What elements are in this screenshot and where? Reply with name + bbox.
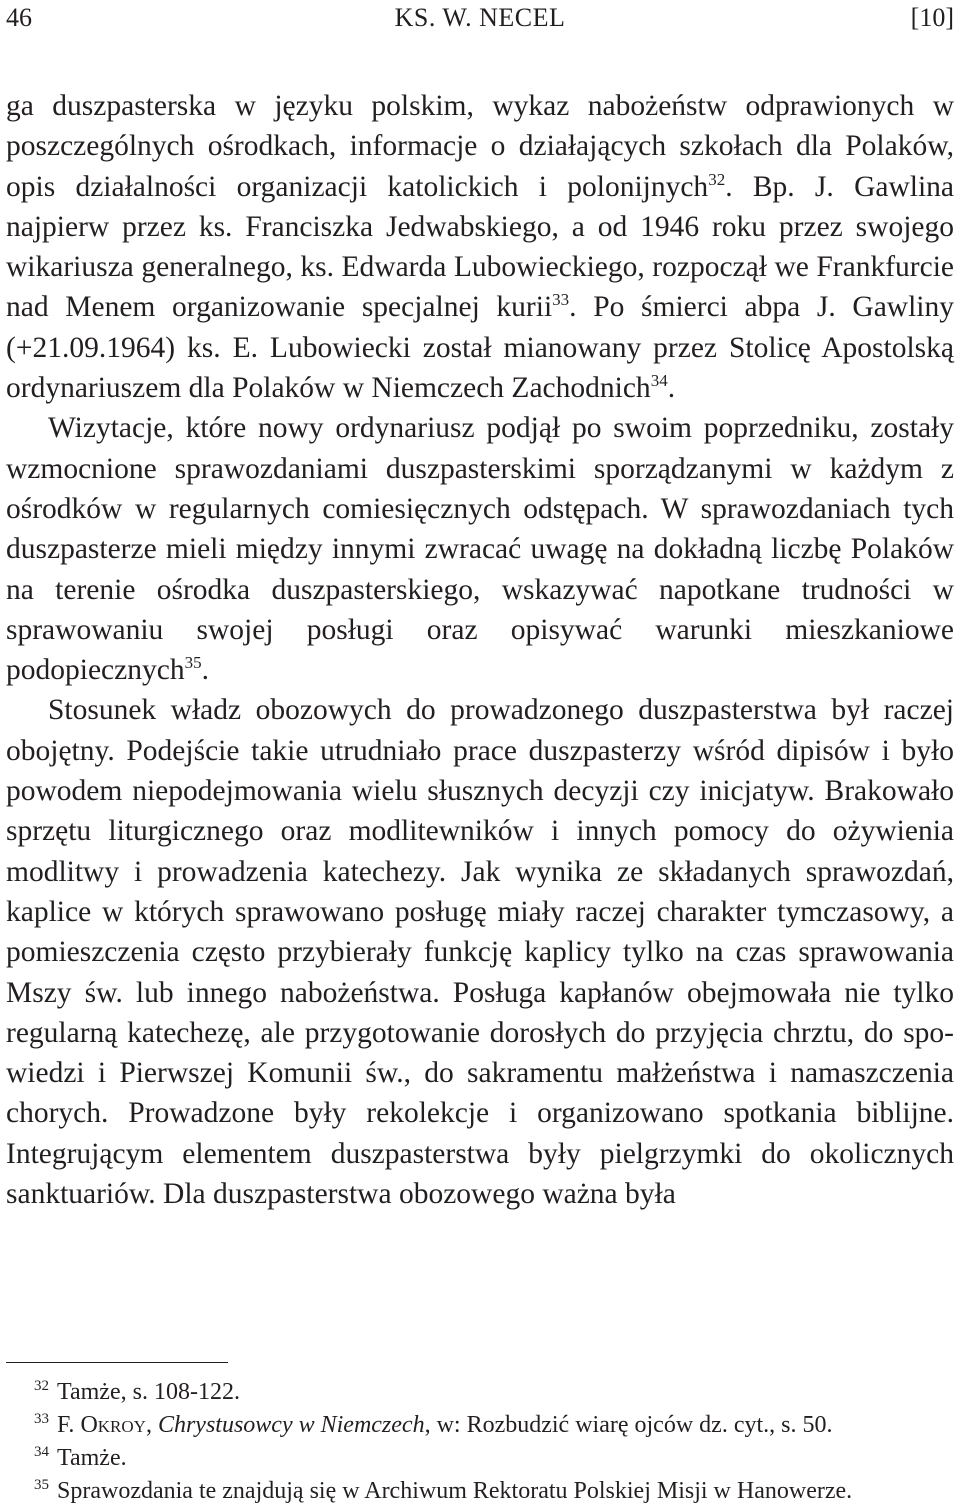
text-run: , w: Rozbudzić wiarę ojców dz. cyt., s. 50. [424,1412,833,1438]
footnote-number: 33 [34,1411,49,1427]
text-run: . [667,372,676,405]
page-header [6,0,954,40]
footnote-number: 34 [34,1444,49,1460]
footnote-number: 35 [34,1477,49,1493]
footnote-number: 32 [34,1378,49,1394]
running-head: KS. W. NECEL [394,3,566,32]
footnote-rule [6,1362,228,1363]
paragraph [6,86,954,408]
text-run: ga duszpasterska w języku polskim, wykaz nabożeństw odprawionych w poszczególnych ośrodkach, informacje o działających szkołach dla Polaków, opis działalności organizacji katolickich i polonijnych [6,90,954,203]
text-run: . Bp. J. Gawlina najpierw przez ks. Franciszka Jedwabskiego, a od 1946 roku przez swojego wikariusza generalnego, ks. Edwarda Lubowieckiego, rozpoczął we Frankfurcie nad Menem organizowanie specjalnej kurii [6,170,955,324]
text-run: , [145,1412,158,1438]
footnote-reference: 32 [708,169,726,189]
footnote [34,1409,958,1442]
text-run: Sprawozdania te znajdują się w Archiwum Rektoratu Polskiej Misji w Hanowerze. [57,1478,853,1504]
footnote [34,1442,958,1475]
body-text [6,86,954,1214]
text-run: . [201,654,209,687]
footnote [34,1475,958,1508]
paragraph [6,408,954,690]
book-title: Chrystusowcy w Niemczech [157,1412,425,1438]
text-run: Wizytacje, które nowy ordynariusz podjął po swoim poprzedniku, zostały wzmocnione sprawozdaniami duszpasterskimi sporządzanymi w każdym z ośrodków w regularnych comiesięcznych odstępach. W sprawozdaniach tych duszpasterze mieli między innymi zwracać uwagę na dokładną liczbę Polaków na terenie ośrodka duszpasterskiego, wskazywać napotkane trudności w sprawowaniu swojej posługi oraz opisywać warunki mieszkaniowe podopiecznych [6,412,954,687]
footnote-reference: 35 [184,653,202,673]
footnote [34,1376,958,1409]
text-run: Tamże. [57,1445,127,1471]
footnote-reference: 33 [552,290,570,310]
page-number: 46 [6,3,32,32]
paragraph [6,690,954,1214]
text-run: . Po śmierci abpa J. Gawliny (+21.09.1964) ks. E. Lubowiecki został mianowany przez Stolicę Apostolską ordynariuszem dla Polaków w Niemczech Zachodnich [6,291,954,405]
text-run: Tamże, s. 108-122. [57,1379,240,1405]
chapter-number: [10] [910,3,954,32]
text-run: F. [57,1412,81,1438]
text-run: Stosunek władz obozowych do prowadzonego duszpasterstwa był raczej obojętny. Podejście takie utrudniało prace duszpasterzy wśród dipisów i było powodem niepodejmowania wielu słusznych decyzji czy inicjatyw. Brakowało sprzętu liturgicznego oraz modlitewników i innych pomocy do ożywienia modlitwy i prowadzenia katechezy. Jak wynika ze składanych sprawozdań, kaplice w których sprawowano posługę miały raczej charakter tymczasowy, a pomieszczenia często przybierały funkcję kaplicy tylko na czas sprawowania Mszy św. lub innego nabożeństwa. Posługa kapłanów obejmowała nie tylko regularną katechezę, ale przygotowanie dorosłych do przyjęcia chrztu, do spowiedzi i Pierwszej Komunii św., do sakramentu małżeństwa i namaszczenia chorych. Prowadzone były rekolekcje i organizowano spotkania biblijne. Integrującym elementem duszpasterstwa były pielgrzymki do okolicznych sanktuariów. Dla duszpasterstwa obozowego ważna była [6,694,954,1211]
author-name: Okroy [80,1412,146,1438]
footnotes [34,1376,958,1508]
footnote-reference: 34 [650,371,668,391]
